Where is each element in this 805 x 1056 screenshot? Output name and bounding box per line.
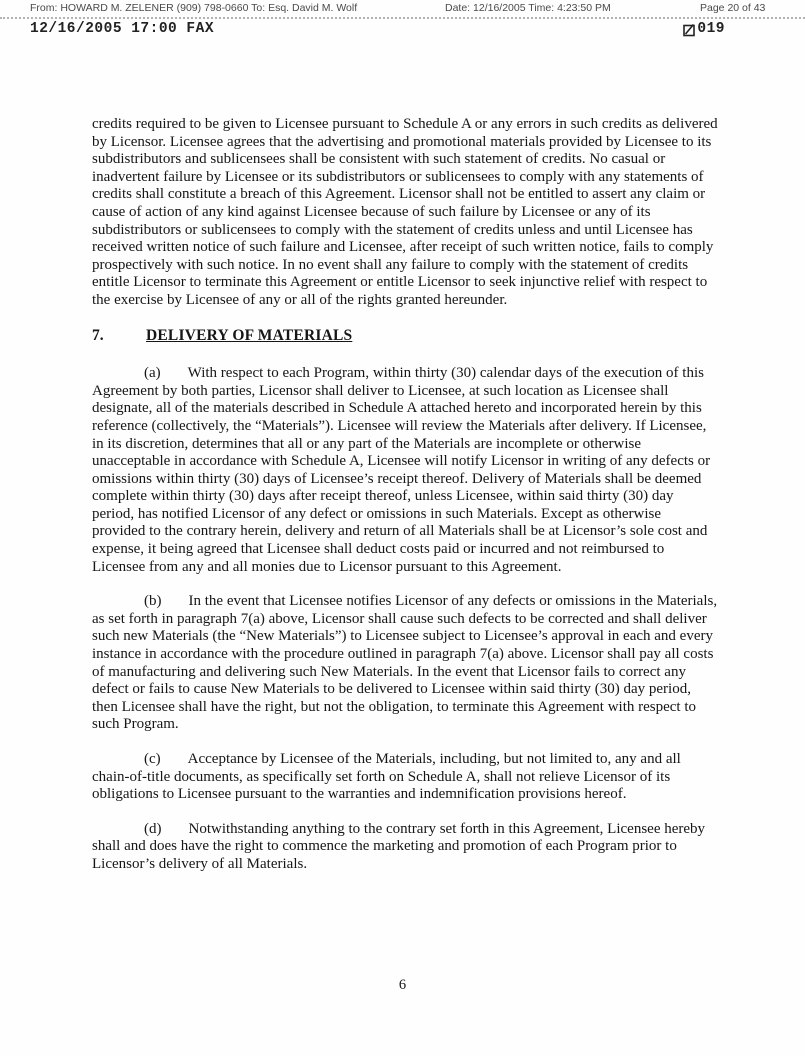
fax-machine-stamp	[0, 21, 805, 39]
paragraph-text: In the event that Licensee notifies Licensor of any defects or omissions in the Materials, as set forth in paragraph 7(a) above, Licensor shall cause such defects to be corrected and shall deliver such new Materials (the “New Materials”) to Licensee subject to Licensee’s approval in each and every instance in accordance with the procedure outlined in paragraph 7(a) above. Licensor shall pay all costs of manufacturing and delivering such New Materials. In the event that Licensor fails to correct any defect or fails to cause New Materials to be delivered to Licensee within said thirty (30) day period, then Licensee shall have the right, but not the obligation, to terminate this Agreement with respect to such Program.	[92, 593, 718, 733]
paragraph-c	[92, 751, 718, 804]
paragraph-label: (b)	[144, 593, 162, 610]
paragraph-label: (c)	[144, 751, 161, 767]
paragraph-text: With respect to each Program, within thirty (30) calendar days of the execution of this Agreement by both parties, Licensor shall deliver to Licensee, at such location as Licensee shall designate, all of the materials described in Schedule A attached hereto and incorporated herein by this reference (collectively, the “Materials”). Licensee will review the Materials after delivery. If Licensee, in its discretion, determines that all or any part of the Materials are incomplete or otherwise unacceptable in accordance with Schedule A, Licensee will notify Licensor in writing of any defects or omissions within thirty (30) days of Licensee’s receipt thereof. Delivery of Materials shall be deemed complete within thirty (30) days after receipt thereof, unless Licensee, within said thirty (30) day period, has notified Licensor of any defect or omissions in such Materials. Except as otherwise provided to the contrary herein, delivery and return of all Materials shall be at Licensor’s sole cost and expense, it being agreed that Licensee shall deduct costs paid or incurred and not reimbursed to Licensee from any and all monies due to Licensor pursuant to this Agreement.	[92, 365, 711, 575]
paragraph-b	[92, 593, 718, 734]
document-body	[92, 116, 718, 891]
fax-page-count: Page 20 of 43	[700, 2, 766, 14]
fax-from-to-line: From: HOWARD M. ZELENER (909) 798-0660 To: Esq. David M. Wolf	[30, 2, 358, 14]
dotted-separator	[0, 17, 805, 19]
section-title: DELIVERY OF MATERIALS	[146, 326, 353, 344]
paragraph-a	[92, 365, 718, 576]
section-number: 7.	[92, 326, 104, 344]
section-heading	[92, 327, 718, 345]
fax-transmission-header	[0, 2, 805, 16]
fax-stamp-journal	[683, 21, 725, 37]
paragraph-text: Acceptance by Licensee of the Materials, including, but not limited to, any and all chain-of-title documents, as specifically set forth on Schedule A, shall not relieve Licensor of its obligations to Licensee pursuant to the warranties and indemnification provisions hereof.	[92, 751, 681, 803]
paragraph-d	[92, 821, 718, 874]
paragraph-text: Notwithstanding anything to the contrary set forth in this Agreement, Licensee hereby shall and does have the right to commence the marketing and promotion of each Program prior to Licensor’s delivery of all Materials.	[92, 820, 706, 872]
paragraph-label: (a)	[144, 365, 161, 382]
fax-stamp-number: 019	[697, 21, 725, 37]
page-number: 6	[398, 977, 407, 993]
paragraph-label: (d)	[144, 820, 162, 837]
fax-date-time-line: Date: 12/16/2005 Time: 4:23:50 PM	[445, 2, 611, 14]
checked-box-icon	[683, 23, 696, 37]
paragraph-intro: credits required to be given to Licensee pursuant to Schedule A or any errors in such credits as delivered by Licensor. Licensee agrees that the advertising and promotional materials provided by Licensee to its subdistributors and sublicensees shall be consistent with such statement of credits. No casual or inadvertent failure by Licensee or its subdistributors or sublicensees to comply with any statements of credits shall constitute a breach of this Agreement. Licensor shall not be entitled to assert any claim or cause of action of any kind against Licensee because of such failure by Licensee or any of its subdistributors or sublicensees to comply with the statement of credits unless and until Licensee has received written notice of such failure and Licensee, after receipt of such written notice, fails to comply prospectively with such notice. In no event shall any failure to comply with the statement of credits entitle Licensor to terminate this Agreement or entitle Licensor to seek injunctive relief with respect to the exercise by Licensee of any or all of the rights granted hereunder.	[92, 116, 718, 308]
fax-stamp-datetime: 12/16/2005 17:00 FAX	[30, 21, 215, 37]
